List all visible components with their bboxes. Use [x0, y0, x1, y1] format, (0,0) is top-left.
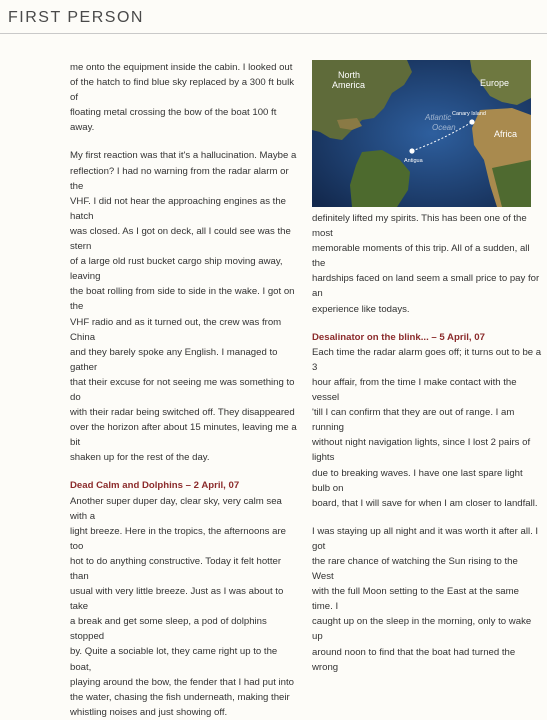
text-line: with the full Moon setting to the East at the same time. I: [312, 586, 519, 613]
text-line: was closed. As I got on deck, all I could see was the stern: [70, 225, 291, 253]
text-line: caught up on the sleep in the morning, only to wake up: [312, 616, 532, 643]
text-line: shaken up for the rest of the day.: [70, 452, 210, 464]
entry-heading-dead-calm: Dead Calm and Dolphins – 2 April, 07: [70, 480, 240, 492]
text-line: board, that I will save for when I am closer to landfall.: [312, 497, 538, 509]
atlantic-map-graphic: [312, 60, 531, 207]
map-label-africa: Africa: [494, 129, 518, 139]
map-label-atlantic: Atlantic: [425, 113, 452, 122]
text-line: memorable moments of this trip. All of a sudden, all the: [312, 243, 530, 270]
text-line: around noon to find that the boat had turned the wrong: [312, 646, 516, 673]
map-label-antigua: Antigua: [404, 158, 423, 164]
text-line: due to breaking waves. I have one last spare light bulb on: [312, 467, 523, 494]
text-line: VHF. I did not hear the approaching engines as the hatch: [70, 195, 287, 222]
text-line: Each time the radar alarm goes off; it turns out to be a 3: [312, 346, 542, 373]
text-line: reflection? I had no warning from the radar alarm or the: [70, 165, 289, 192]
section-title: FIRST PERSON: [8, 9, 144, 26]
canary-island-marker: [469, 119, 474, 124]
text-line: by. Quite a sociable lot, they came right up to the boat,: [70, 646, 278, 673]
text-line: 'till I can confirm that they are out of range. I am running: [312, 407, 515, 434]
text-line: whistling noises and just showing off.: [70, 706, 228, 718]
text-line: without night navigation lights, since I lost 2 pairs of lights: [312, 437, 531, 464]
map-label-america: America: [332, 80, 366, 90]
header-divider: [0, 33, 547, 34]
text-line: hot to do anything constructive. Today it felt hotter than: [70, 555, 282, 582]
text-line: that their excuse for not seeing me was something to do: [70, 376, 295, 403]
text-line: the water, chasing the fish underneath, making their: [70, 691, 290, 703]
right-column: [312, 211, 542, 675]
text-line: playing around the bow, the fender that I had put into: [70, 676, 295, 688]
text-line: with their radar being switched off. They disappeared: [70, 407, 295, 419]
text-line: Another super duper day, clear sky, very calm sea with a: [70, 495, 282, 522]
text-line: I was staying up all night and it was worth it after all. I got: [312, 525, 539, 552]
text-line: and they barely spoke any English. I managed to gather: [70, 346, 278, 373]
text-line: hardships faced on land seem a small price to pay for an: [312, 273, 540, 300]
text-line: light breeze. Here in the tropics, the afternoons are too: [70, 525, 286, 552]
entry-heading-desalinator: Desalinator on the blink... – 5 April, 07: [312, 331, 485, 343]
map-label-north: North: [338, 70, 361, 80]
antigua-marker: [409, 148, 414, 153]
text-line: usual with very little breeze. Just as I was about to take: [70, 586, 284, 613]
text-line: me onto the equipment inside the cabin. I looked out: [70, 62, 293, 73]
text-line: the rare chance of watching the Sun rising to the West: [312, 555, 518, 583]
text-line: the boat rolling from side to side in the wake. I got on the: [70, 286, 295, 313]
map-label-canary-island: Canary Island: [452, 111, 486, 117]
text-line: VHF radio and as it turned out, the crew was from China: [70, 316, 282, 343]
map-label-europe: Europe: [480, 78, 510, 88]
route-map: [312, 60, 531, 207]
left-column: [70, 60, 298, 720]
text-line: hour affair, from the time I make contact with the vessel: [312, 376, 517, 404]
text-line: over the horizon after about 15 minutes, leaving me a bit: [70, 422, 297, 449]
text-line: a break and get some sleep, a pod of dolphins stopped: [70, 616, 267, 643]
text-line: definitely lifted my spirits. This has been one of the most: [312, 213, 527, 240]
text-line: floating metal crossing the bow of the boat 100 ft away.: [70, 107, 277, 134]
text-line: of the hatch to find blue sky replaced by a 300 ft bulk of: [70, 77, 294, 104]
map-label-ocean: Ocean: [432, 123, 456, 132]
text-line: My first reaction was that it's a hallucination. Maybe a: [70, 150, 297, 162]
page-header: [0, 0, 547, 36]
text-line: experience like todays.: [312, 303, 410, 315]
text-line: of a large old rust bucket cargo ship moving away, leaving: [70, 256, 283, 283]
